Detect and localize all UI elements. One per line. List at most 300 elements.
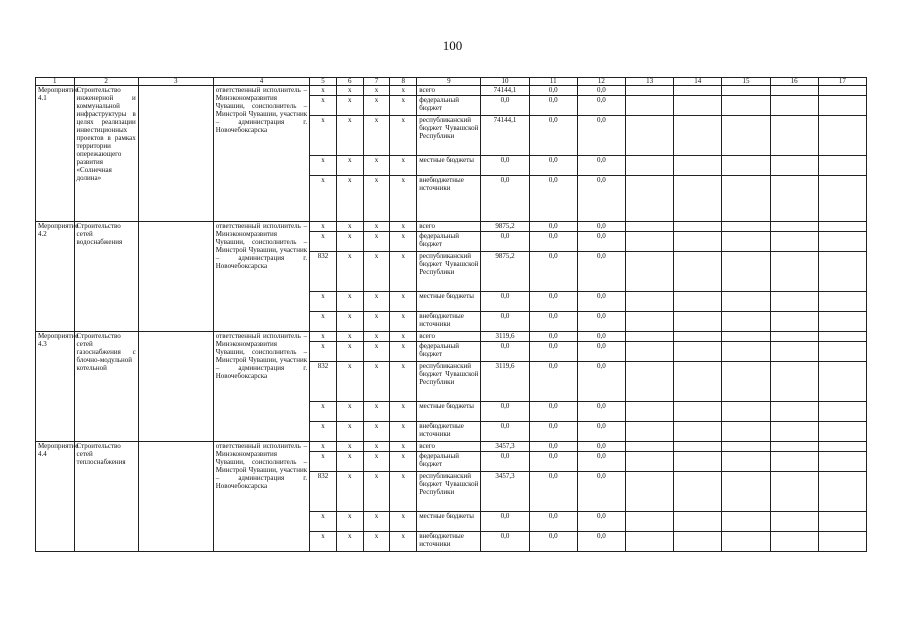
code-cell: x	[336, 472, 363, 512]
funding-source: местные бюджеты	[417, 156, 481, 176]
amount-cell: 3119,6	[481, 362, 529, 402]
empty-cell	[818, 442, 866, 452]
amount-cell: 0,0	[481, 292, 529, 312]
empty-cell	[626, 176, 674, 222]
code-cell: x	[310, 222, 337, 232]
empty-cell	[722, 96, 770, 116]
amount-cell: 0,0	[529, 312, 577, 332]
column-number-2: 2	[74, 78, 138, 86]
amount-cell: 0,0	[577, 472, 625, 512]
code-cell: x	[390, 422, 417, 442]
code-cell: x	[363, 292, 390, 312]
empty-cell	[770, 422, 818, 442]
empty-cell	[722, 452, 770, 472]
code-cell: x	[336, 402, 363, 422]
code-cell: x	[336, 512, 363, 532]
amount-cell: 0,0	[577, 362, 625, 402]
empty-cell	[674, 532, 722, 552]
amount-cell: 0,0	[577, 292, 625, 312]
column-number-8: 8	[390, 78, 417, 86]
column-number-9: 9	[417, 78, 481, 86]
amount-cell: 74144,1	[481, 86, 529, 96]
funding-source: всего	[417, 332, 481, 342]
empty-cell	[722, 442, 770, 452]
column-number-11: 11	[529, 78, 577, 86]
code-cell: x	[363, 452, 390, 472]
empty-cell	[818, 222, 866, 232]
amount-cell: 0,0	[529, 422, 577, 442]
amount-cell: 3119,6	[481, 332, 529, 342]
empty-cell	[674, 512, 722, 532]
code-cell: x	[390, 312, 417, 332]
empty-cell	[770, 332, 818, 342]
empty-cell	[674, 422, 722, 442]
empty-cell	[818, 292, 866, 312]
code-cell: x	[363, 176, 390, 222]
amount-cell: 3457,3	[481, 472, 529, 512]
code-cell: x	[336, 232, 363, 252]
code-cell: 832	[310, 362, 337, 402]
funding-source: внебюджетные источники	[417, 176, 481, 222]
empty-cell	[626, 512, 674, 532]
empty-cell	[770, 532, 818, 552]
column-number-1: 1	[36, 78, 75, 86]
funding-source: федеральный бюджет	[417, 342, 481, 362]
code-cell: x	[390, 96, 417, 116]
code-cell: x	[363, 422, 390, 442]
amount-cell: 0,0	[529, 472, 577, 512]
budget-table	[35, 77, 867, 552]
empty-cell	[722, 116, 770, 156]
empty-cell	[626, 442, 674, 452]
empty-cell	[770, 292, 818, 312]
code-cell: x	[310, 176, 337, 222]
empty-cell	[770, 156, 818, 176]
code-cell: x	[336, 222, 363, 232]
code-cell: x	[310, 342, 337, 362]
funding-source: всего	[417, 222, 481, 232]
amount-cell: 0,0	[577, 222, 625, 232]
empty-cell	[818, 156, 866, 176]
empty-cell	[818, 422, 866, 442]
amount-cell: 0,0	[529, 116, 577, 156]
code-cell: x	[390, 442, 417, 452]
empty-cell	[674, 442, 722, 452]
empty-cell	[626, 232, 674, 252]
empty-cell	[818, 472, 866, 512]
empty-cell	[722, 472, 770, 512]
code-cell: x	[310, 86, 337, 96]
empty-cell	[674, 342, 722, 362]
empty-cell	[138, 222, 213, 332]
empty-cell	[674, 332, 722, 342]
funding-source: всего	[417, 442, 481, 452]
amount-cell: 74144,1	[481, 116, 529, 156]
code-cell: x	[363, 252, 390, 292]
funding-source: федеральный бюджет	[417, 452, 481, 472]
amount-cell: 9875,2	[481, 222, 529, 232]
amount-cell: 0,0	[577, 442, 625, 452]
empty-cell	[674, 252, 722, 292]
code-cell: x	[336, 96, 363, 116]
code-cell: x	[390, 472, 417, 512]
empty-cell	[770, 512, 818, 532]
empty-cell	[770, 116, 818, 156]
empty-cell	[818, 452, 866, 472]
amount-cell: 0,0	[577, 156, 625, 176]
empty-cell	[138, 332, 213, 442]
empty-cell	[722, 342, 770, 362]
code-cell: x	[336, 452, 363, 472]
empty-cell	[722, 422, 770, 442]
code-cell: x	[363, 222, 390, 232]
empty-cell	[770, 312, 818, 332]
empty-cell	[626, 532, 674, 552]
code-cell: 832	[310, 252, 337, 292]
amount-cell: 0,0	[481, 176, 529, 222]
empty-cell	[674, 156, 722, 176]
column-number-13: 13	[626, 78, 674, 86]
amount-cell: 0,0	[577, 232, 625, 252]
empty-cell	[722, 292, 770, 312]
code-cell: x	[310, 422, 337, 442]
empty-cell	[626, 86, 674, 96]
empty-cell	[770, 232, 818, 252]
empty-cell	[770, 342, 818, 362]
funding-source: внебюджетные источники	[417, 532, 481, 552]
code-cell: x	[310, 512, 337, 532]
empty-cell	[674, 402, 722, 422]
empty-cell	[818, 252, 866, 292]
amount-cell: 0,0	[577, 332, 625, 342]
code-cell: x	[310, 96, 337, 116]
funding-source: республиканский бюджет Чувашской Республики	[417, 362, 481, 402]
empty-cell	[818, 362, 866, 402]
code-cell: x	[310, 116, 337, 156]
amount-cell: 0,0	[529, 532, 577, 552]
amount-cell: 0,0	[481, 422, 529, 442]
code-cell: x	[390, 116, 417, 156]
amount-cell: 0,0	[481, 156, 529, 176]
empty-cell	[674, 362, 722, 402]
empty-cell	[674, 222, 722, 232]
empty-cell	[626, 472, 674, 512]
amount-cell: 0,0	[577, 96, 625, 116]
empty-cell	[722, 156, 770, 176]
column-number-10: 10	[481, 78, 529, 86]
code-cell: x	[363, 342, 390, 362]
empty-cell	[626, 362, 674, 402]
funding-source: республиканский бюджет Чувашской Республики	[417, 472, 481, 512]
code-cell: x	[363, 472, 390, 512]
empty-cell	[674, 176, 722, 222]
empty-cell	[722, 232, 770, 252]
code-cell: x	[336, 362, 363, 402]
empty-cell	[626, 422, 674, 442]
amount-cell: 0,0	[481, 232, 529, 252]
empty-cell	[818, 96, 866, 116]
amount-cell: 0,0	[529, 442, 577, 452]
code-cell: x	[390, 332, 417, 342]
column-number-row	[36, 78, 867, 86]
empty-cell	[818, 512, 866, 532]
column-number-15: 15	[722, 78, 770, 86]
code-cell: x	[336, 86, 363, 96]
amount-cell: 0,0	[529, 176, 577, 222]
code-cell: x	[310, 452, 337, 472]
code-cell: x	[336, 312, 363, 332]
code-cell: x	[310, 532, 337, 552]
table-row	[36, 222, 867, 232]
column-number-5: 5	[310, 78, 337, 86]
empty-cell	[626, 292, 674, 312]
empty-cell	[626, 452, 674, 472]
measure-title: Строительство сетей газоснабжения с блочно-модульной котельной	[74, 332, 138, 442]
code-cell: x	[336, 176, 363, 222]
funding-source: местные бюджеты	[417, 292, 481, 312]
empty-cell	[770, 472, 818, 512]
empty-cell	[626, 402, 674, 422]
column-number-6: 6	[336, 78, 363, 86]
code-cell: x	[363, 116, 390, 156]
empty-cell	[770, 252, 818, 292]
empty-cell	[674, 86, 722, 96]
funding-source: республиканский бюджет Чувашской Республики	[417, 116, 481, 156]
amount-cell: 0,0	[577, 116, 625, 156]
code-cell: x	[310, 156, 337, 176]
amount-cell: 0,0	[529, 402, 577, 422]
code-cell: x	[390, 86, 417, 96]
table-row	[36, 86, 867, 96]
funding-source: внебюджетные источники	[417, 422, 481, 442]
amount-cell: 0,0	[481, 96, 529, 116]
code-cell: x	[363, 442, 390, 452]
empty-cell	[626, 116, 674, 156]
funding-source: местные бюджеты	[417, 512, 481, 532]
amount-cell: 0,0	[577, 252, 625, 292]
code-cell: 832	[310, 472, 337, 512]
code-cell: x	[310, 332, 337, 342]
code-cell: x	[363, 232, 390, 252]
empty-cell	[722, 176, 770, 222]
code-cell: x	[363, 96, 390, 116]
amount-cell: 0,0	[577, 86, 625, 96]
column-number-16: 16	[770, 78, 818, 86]
funding-source: внебюджетные источники	[417, 312, 481, 332]
code-cell: x	[336, 292, 363, 312]
amount-cell: 0,0	[529, 252, 577, 292]
empty-cell	[626, 342, 674, 362]
code-cell: x	[336, 342, 363, 362]
responsible-party: ответственный исполнитель – Минэкономразвития Чувашии, соисполнитель – Минстрой Чувашии, участник – администрация г. Новочебоксарска	[213, 442, 309, 552]
code-cell: x	[390, 292, 417, 312]
empty-cell	[722, 532, 770, 552]
amount-cell: 0,0	[577, 402, 625, 422]
code-cell: x	[336, 332, 363, 342]
empty-cell	[138, 442, 213, 552]
empty-cell	[674, 232, 722, 252]
empty-cell	[722, 402, 770, 422]
empty-cell	[722, 362, 770, 402]
amount-cell: 0,0	[529, 512, 577, 532]
empty-cell	[722, 222, 770, 232]
empty-cell	[818, 176, 866, 222]
table-row	[36, 442, 867, 452]
empty-cell	[818, 342, 866, 362]
empty-cell	[722, 332, 770, 342]
table-row	[36, 332, 867, 342]
amount-cell: 0,0	[577, 452, 625, 472]
code-cell: x	[310, 402, 337, 422]
code-cell: x	[336, 532, 363, 552]
amount-cell: 0,0	[481, 532, 529, 552]
code-cell: x	[336, 116, 363, 156]
amount-cell: 0,0	[577, 342, 625, 362]
empty-cell	[626, 222, 674, 232]
code-cell: x	[390, 452, 417, 472]
empty-cell	[818, 116, 866, 156]
measure-name: Мероприятие 4.2	[36, 222, 75, 332]
code-cell: x	[390, 222, 417, 232]
amount-cell: 0,0	[529, 232, 577, 252]
empty-cell	[770, 442, 818, 452]
amount-cell: 0,0	[481, 342, 529, 362]
empty-cell	[138, 86, 213, 222]
column-number-3: 3	[138, 78, 213, 86]
empty-cell	[626, 252, 674, 292]
amount-cell: 0,0	[577, 422, 625, 442]
column-number-12: 12	[577, 78, 625, 86]
measure-title: Строительство инженерной и коммунальной инфраструктуры в целях реализации инвестиционных проектов в рамках территории опережающего развития «Солнечная долина»	[74, 86, 138, 222]
empty-cell	[818, 402, 866, 422]
empty-cell	[722, 512, 770, 532]
code-cell: x	[363, 332, 390, 342]
amount-cell: 0,0	[529, 332, 577, 342]
amount-cell: 0,0	[481, 452, 529, 472]
code-cell: x	[336, 252, 363, 292]
amount-cell: 0,0	[529, 292, 577, 312]
empty-cell	[770, 362, 818, 402]
empty-cell	[818, 312, 866, 332]
empty-cell	[722, 252, 770, 292]
page-number: 100	[442, 38, 463, 53]
code-cell: x	[310, 292, 337, 312]
empty-cell	[770, 222, 818, 232]
amount-cell: 0,0	[577, 176, 625, 222]
code-cell: x	[363, 312, 390, 332]
code-cell: x	[363, 402, 390, 422]
code-cell: x	[363, 86, 390, 96]
funding-source: местные бюджеты	[417, 402, 481, 422]
measure-title: Строительство сетей теплоснабжения	[74, 442, 138, 552]
code-cell: x	[363, 512, 390, 532]
code-cell: x	[336, 422, 363, 442]
empty-cell	[818, 532, 866, 552]
measure-name: Мероприятие 4.4	[36, 442, 75, 552]
amount-cell: 0,0	[529, 156, 577, 176]
empty-cell	[818, 86, 866, 96]
responsible-party: ответственный исполнитель – Минэкономразвития Чувашии, соисполнитель – Минстрой Чувашии, участник – администрация г. Новочебоксарска	[213, 86, 309, 222]
empty-cell	[626, 312, 674, 332]
code-cell: x	[390, 512, 417, 532]
funding-source: всего	[417, 86, 481, 96]
empty-cell	[722, 86, 770, 96]
code-cell: x	[363, 362, 390, 402]
code-cell: x	[390, 362, 417, 402]
code-cell: x	[363, 156, 390, 176]
empty-cell	[770, 452, 818, 472]
amount-cell: 0,0	[577, 512, 625, 532]
code-cell: x	[390, 342, 417, 362]
empty-cell	[626, 96, 674, 116]
empty-cell	[770, 86, 818, 96]
empty-cell	[674, 312, 722, 332]
empty-cell	[674, 96, 722, 116]
code-cell: x	[390, 176, 417, 222]
responsible-party: ответственный исполнитель – Минэкономразвития Чувашии, соисполнитель – Минстрой Чувашии, участник – администрация г. Новочебоксарска	[213, 222, 309, 332]
code-cell: x	[336, 442, 363, 452]
amount-cell: 0,0	[529, 86, 577, 96]
empty-cell	[770, 176, 818, 222]
empty-cell	[818, 332, 866, 342]
amount-cell: 0,0	[529, 362, 577, 402]
amount-cell: 0,0	[577, 312, 625, 332]
code-cell: x	[390, 402, 417, 422]
responsible-party: ответственный исполнитель – Минэкономразвития Чувашии, соисполнитель – Минстрой Чувашии, участник – администрация г. Новочебоксарска	[213, 332, 309, 442]
amount-cell: 0,0	[577, 532, 625, 552]
code-cell: x	[390, 252, 417, 292]
empty-cell	[626, 332, 674, 342]
funding-source: федеральный бюджет	[417, 96, 481, 116]
amount-cell: 9875,2	[481, 252, 529, 292]
amount-cell: 0,0	[529, 96, 577, 116]
measure-name: Мероприятие 4.3	[36, 332, 75, 442]
empty-cell	[674, 292, 722, 312]
code-cell: x	[310, 442, 337, 452]
measure-name: Мероприятие 4.1	[36, 86, 75, 222]
code-cell: x	[336, 156, 363, 176]
column-number-14: 14	[674, 78, 722, 86]
empty-cell	[674, 472, 722, 512]
code-cell: x	[390, 156, 417, 176]
amount-cell: 0,0	[481, 512, 529, 532]
column-number-4: 4	[213, 78, 309, 86]
measure-title: Строительство сетей водоснабжения	[74, 222, 138, 332]
empty-cell	[722, 312, 770, 332]
funding-source: федеральный бюджет	[417, 232, 481, 252]
amount-cell: 3457,3	[481, 442, 529, 452]
amount-cell: 0,0	[529, 222, 577, 232]
amount-cell: 0,0	[481, 402, 529, 422]
empty-cell	[818, 232, 866, 252]
amount-cell: 0,0	[529, 342, 577, 362]
empty-cell	[626, 156, 674, 176]
code-cell: x	[310, 232, 337, 252]
code-cell: x	[390, 532, 417, 552]
amount-cell: 0,0	[481, 312, 529, 332]
empty-cell	[770, 96, 818, 116]
funding-source: республиканский бюджет Чувашской Республики	[417, 252, 481, 292]
column-number-7: 7	[363, 78, 390, 86]
code-cell: x	[363, 532, 390, 552]
code-cell: x	[390, 232, 417, 252]
empty-cell	[770, 402, 818, 422]
amount-cell: 0,0	[529, 452, 577, 472]
column-number-17: 17	[818, 78, 866, 86]
empty-cell	[674, 452, 722, 472]
code-cell: x	[310, 312, 337, 332]
empty-cell	[674, 116, 722, 156]
